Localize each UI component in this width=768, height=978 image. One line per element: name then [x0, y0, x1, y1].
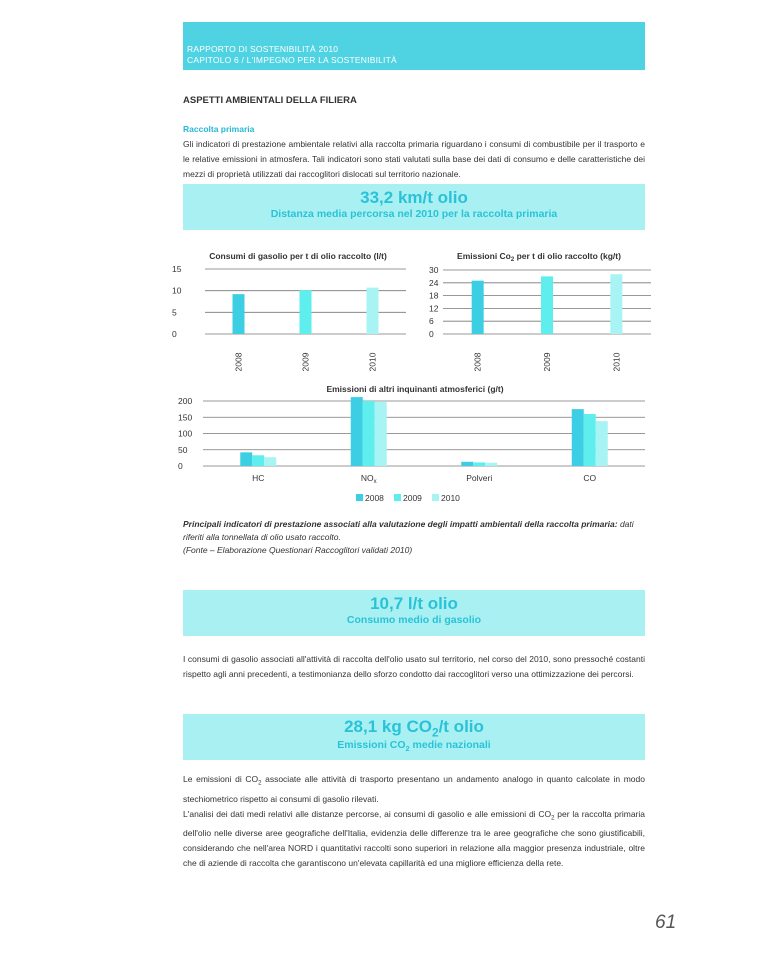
- bar-CO-2009: [584, 414, 596, 466]
- legend-label: 2010: [441, 493, 460, 503]
- bar-Polveri-2008: [461, 462, 473, 466]
- highlight-diesel: [183, 590, 645, 636]
- x-tick-label: 2008: [233, 352, 244, 371]
- y-tick-label: 0: [172, 329, 177, 339]
- x-tick-label: 2010: [611, 352, 622, 371]
- caption-bold: Principali indicatori di prestazione associati alla valutazione degli impatti ambientali della raccolta primaria:: [183, 519, 618, 529]
- y-tick-label: 12: [429, 303, 439, 314]
- bar-Polveri-2010: [485, 463, 497, 466]
- highlight-co2-value: 28,1 kg $CO_2/t$ olio: [344, 717, 484, 740]
- bar-HC-2009: [252, 455, 264, 466]
- report-title: RAPPORTO DI SOSTENIBILITÀ 2010: [187, 44, 339, 54]
- x-tick-label: $NO_x$: [360, 473, 377, 485]
- caption-source: (Fonte – Elaborazione Questionari Raccoglitori validati 2010): [183, 545, 413, 555]
- bar-Polveri-2009: [473, 462, 485, 466]
- y-tick-label: 30: [429, 265, 439, 275]
- x-tick-label: Polveri: [466, 473, 493, 483]
- bar-2010: [610, 274, 622, 334]
- x-tick-label: 2009: [300, 352, 311, 371]
- y-tick-label: 10: [172, 285, 182, 296]
- highlight-co2-label: Emissioni $CO_2$ medie nazionali: [337, 739, 491, 754]
- bar-HC-2010: [264, 457, 276, 466]
- highlight-diesel-value: 10,7 l/t olio: [370, 594, 458, 613]
- legend-swatch-2009: [394, 494, 401, 501]
- caption-italic: dati riferiti alla tonnellata di olio usato raccolto.: [183, 519, 634, 542]
- highlight-diesel-label: Consumo medio di gasolio: [346, 614, 482, 626]
- bar-NOx-2008: [351, 397, 363, 466]
- y-tick-label: 0: [429, 329, 434, 339]
- y-tick-label: 0: [178, 461, 183, 471]
- y-tick-label: 150: [178, 412, 193, 423]
- co2-paragraph: Le emissioni di $CO_2$ associate alle attività di trasporto presentano un andamento analogo in quanto calcolate in modo stechiometrico rispetto ai consumi di gasolio rilevati. L'analisi dei dati medi relativi alle distanze percorse, ai consumi di gasolio e alle emissioni di $CO_2$ per la raccolta primaria dell'olio nelle diverse aree geografiche dell'Italia, evidenzia delle differenze tra le aree geografiche che sono giustificabili, considerando che nell'area NORD i quantitativi raccolti sono superiori in relazione alla maggior presenza industriale, oltre che di aziende di raccolta che garantiscono un'elevata capillarità ed una migliore efficienza della rete.: [183, 774, 645, 869]
- x-tick-label: 2008: [472, 352, 483, 371]
- y-tick-label: 24: [429, 277, 439, 288]
- bar-2009: [300, 290, 312, 334]
- bar-CO-2008: [572, 409, 584, 466]
- y-tick-label: 15: [172, 264, 182, 274]
- highlight-distance: [183, 184, 645, 230]
- chart-title: Emissioni di altri inquinanti atmosferici (g/t): [326, 384, 504, 394]
- bar-HC-2008: [240, 452, 252, 466]
- y-tick-label: 50: [178, 444, 188, 455]
- legend-swatch-2010: [432, 494, 439, 501]
- chapter-title: CAPITOLO 6 / L'IMPEGNO PER LA SOSTENIBILITÀ: [187, 55, 397, 65]
- bar-2010: [367, 288, 379, 334]
- y-tick-label: 18: [429, 290, 439, 301]
- bar-NOx-2010: [375, 402, 387, 466]
- y-tick-label: 5: [172, 307, 177, 318]
- subsection-title: Raccolta primaria: [183, 124, 255, 134]
- header-band: [183, 22, 645, 70]
- x-tick-label: 2009: [542, 352, 552, 371]
- y-tick-label: 200: [178, 396, 193, 406]
- chart-diesel-consumption: [170, 246, 410, 371]
- highlight-distance-value: 33,2 km/t olio: [360, 188, 468, 207]
- y-tick-label: 6: [429, 316, 434, 327]
- x-tick-label: 2010: [367, 352, 378, 371]
- bar-CO-2010: [596, 421, 608, 466]
- chart-title: Emissioni $Co_2$ per t di olio raccolto (kg/t): [457, 251, 621, 263]
- highlight-distance-label: Distanza media percorsa nel 2010 per la raccolta primaria: [270, 208, 558, 220]
- y-tick-label: 100: [178, 428, 193, 439]
- x-tick-label: HC: [252, 473, 265, 483]
- x-tick-label: CO: [583, 473, 597, 483]
- chart-other-pollutants: [170, 378, 650, 510]
- bar-2009: [541, 276, 553, 334]
- bar-2008: [472, 281, 484, 334]
- chart-title: Consumi di gasolio per t di olio raccolto (l/t): [209, 251, 387, 261]
- legend-label: 2008: [365, 493, 384, 503]
- figure-caption: [183, 518, 645, 557]
- legend-label: 2009: [403, 493, 422, 503]
- bar-2008: [233, 294, 245, 334]
- page-number: 61: [655, 912, 677, 933]
- intro-paragraph: Gli indicatori di prestazione ambientale relativi alla raccolta primaria riguardano i consumi di combustibile per il trasporto e le relative emissioni in atmosfera. Tali indicatori sono stati valutati sulla base dei dati di consumo e delle caratteristiche dei mezzi di proprietà utilizzati dai raccoglitori dislocati sul territorio nazionale.: [183, 139, 645, 179]
- section-title: ASPETTI AMBIENTALI DELLA FILIERA: [183, 95, 357, 106]
- bar-NOx-2009: [363, 401, 375, 466]
- highlight-co2: [183, 714, 645, 760]
- legend-swatch-2008: [356, 494, 363, 501]
- chart-co2-emissions: [415, 246, 655, 371]
- diesel-paragraph: I consumi di gasolio associati all'attività di raccolta dell'olio usato sul territorio, nel corso del 2010, sono pressoché costanti rispetto agli anni precedenti, a testimonianza dello sforzo condotto dai raccoglitori verso una ottimizzazione dei percorsi.: [183, 654, 645, 679]
